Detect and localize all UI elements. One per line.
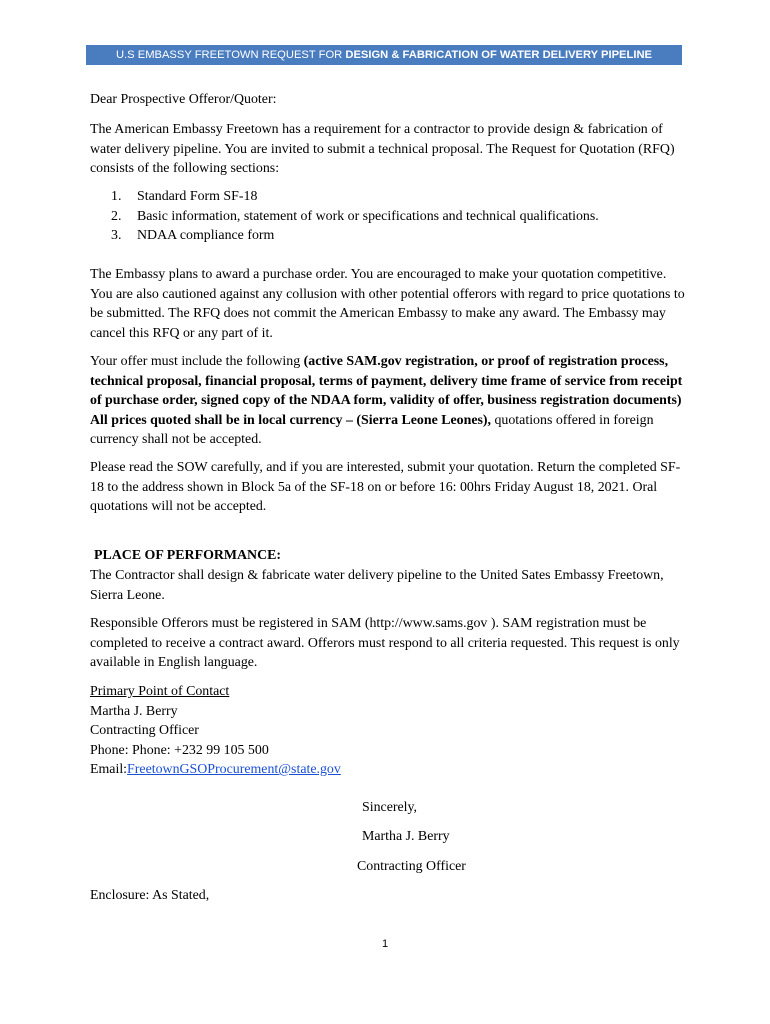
- contact-heading: Primary Point of Contact: [90, 684, 230, 699]
- email-link[interactable]: FreetownGSOProcurement@state.gov: [127, 762, 341, 777]
- award-paragraph: The Embassy plans to award a purchase order. You are encouraged to make your quotation competitive. You are also cautioned against any collusion with other potential offerors with regard to price quotations to be submitted. The RFQ does not commit the American Embassy to make any award. The Embassy may cancel this RFQ or any part of it.: [90, 267, 685, 341]
- salutation: Dear Prospective Offeror/Quoter:: [90, 92, 277, 107]
- header-prefix: U.S EMBASSY FREETOWN REQUEST FOR: [115, 49, 346, 61]
- signer-name: Martha J. Berry: [362, 829, 450, 844]
- document-header-banner: [86, 45, 682, 65]
- contact-phone: Phone: Phone: +232 99 105 500: [90, 742, 269, 758]
- offer-requirements: (active SAM.gov registration, or proof of registration process, technical proposal, financial proposal, terms of payment, delivery time frame of service from receipt of purchase order, signed copy of the NDAA form, validity of offer, business registration documents) All prices quoted shall be in local currency – (Sierra Leone Leones),: [90, 354, 683, 428]
- contact-block: [90, 682, 341, 780]
- sow-paragraph: Please read the SOW carefully, and if you are interested, submit your quotation. Return the completed SF-18 to the address shown in Block 5a of the SF-18 on or before 16: 00hrs Friday August 18, 2021. Oral quotations will not be accepted.: [90, 460, 681, 514]
- contact-email-line: Email:FreetownGSOProcurement@state.gov: [90, 762, 341, 777]
- enclosure: Enclosure: As Stated,: [90, 888, 210, 903]
- closing: Sincerely,: [362, 800, 418, 815]
- intro-paragraph: The American Embassy Freetown has a requirement for a contractor to provide design & fabrication of water delivery pipeline. You are invited to submit a technical proposal. The Request for Quotation (RFQ) consists of the following sections:: [90, 122, 675, 176]
- contact-title: Contracting Officer: [90, 723, 199, 738]
- list-item: 1. Standard Form SF-18: [111, 189, 258, 204]
- list-item: 3. NDAA compliance form: [111, 228, 275, 243]
- contact-name: Martha J. Berry: [90, 703, 178, 719]
- header-title: DESIGN & FABRICATION OF WATER DELIVERY PIPELINE: [345, 49, 653, 61]
- offer-paragraph: Your offer must include the following (active SAM.gov registration, or proof of registration process, technical proposal, financial proposal, terms of payment, delivery time frame of service from receipt of purchase order, signed copy of the NDAA form, validity of offer, business registration documents) All prices quoted shall be in local currency – (Sierra Leone Leones), quotations offered in foreign currency shall not be accepted.: [90, 354, 683, 447]
- sam-paragraph: Responsible Offerors must be registered in SAM (http://www.sams.gov ). SAM registration must be completed to receive a contract award. Offerors must respond to all criteria requested. This request is only available in English language.: [90, 616, 680, 670]
- list-item: 2. Basic information, statement of work or specifications and technical qualifications.: [111, 208, 599, 224]
- place-text: The Contractor shall design & fabricate water delivery pipeline to the United Sates Embassy Freetown, Sierra Leone.: [90, 568, 664, 603]
- sections-list: [111, 187, 681, 246]
- page-number: 1: [381, 938, 389, 950]
- place-heading: PLACE OF PERFORMANCE:: [94, 548, 281, 563]
- signer-title: Contracting Officer: [357, 859, 466, 874]
